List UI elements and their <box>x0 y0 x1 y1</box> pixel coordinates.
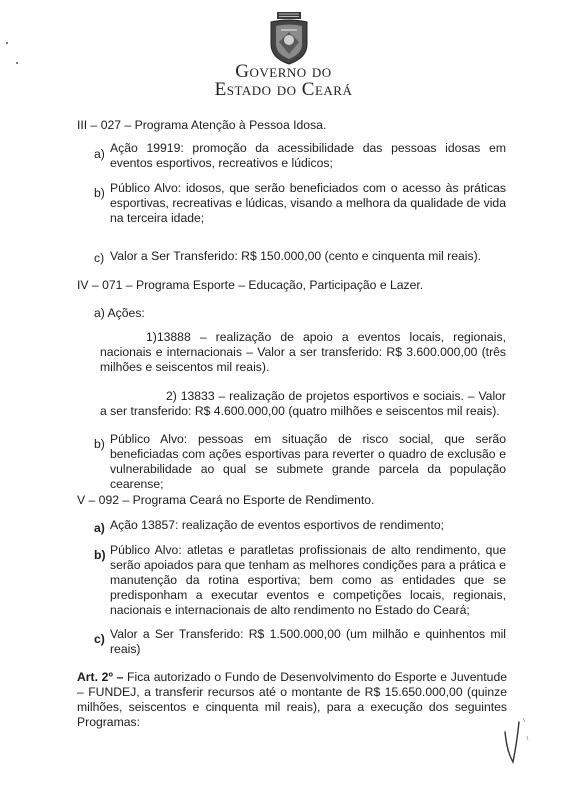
section-iv-b-text: Público Alvo: pessoas em situação de risco social, que serão beneficiadas com ações esportivas para reverter o quadro de exclusão e vulnerabilidade ao qual se submete grande parcela da população cearense; <box>110 432 506 491</box>
government-header-line2: Estado do Ceará <box>214 79 353 100</box>
section-iii-a-label: a) <box>94 147 105 161</box>
section-iv-heading: IV – 071 – Programa Esporte – Educação, Participação e Lazer. <box>77 278 424 292</box>
article-2-label: Art. 2º – <box>77 670 124 684</box>
section-iv-action-13888: 1)13888 – realização de apoio a eventos locais, regionais, nacionais e internacionais – Valor a ser transferido: R$ 3.600.000,00 (três milhões e seiscentos mil reais). <box>100 330 506 374</box>
section-iii-b-label: b) <box>94 186 105 200</box>
article-2-paragraph <box>77 670 507 730</box>
section-iv-b-label: b) <box>94 437 105 451</box>
state-coat-of-arms-icon <box>265 10 313 66</box>
section-v-heading: V – 092 – Programa Ceará no Esporte de Rendimento. <box>77 493 375 507</box>
section-v-c-label: c) <box>94 632 105 646</box>
section-iv-action-13833: 2) 13833 – realização de projetos esportivos e sociais. – Valor a ser transferido: R$ 4.600.000,00 (quatro milhões e seiscentos mil reais). <box>100 389 506 418</box>
government-header-line1: Governo do <box>235 61 332 82</box>
section-v-c-text: Valor a Ser Transferido: R$ 1.500.000,00 (um milhão e quinhentos mil reais) <box>110 627 506 656</box>
section-v-a-text: Ação 13857: realização de eventos esportivos de rendimento; <box>110 518 445 532</box>
section-iii-c-text: Valor a Ser Transferido: R$ 150.000,00 (cento e cinquenta mil reais). <box>110 249 482 263</box>
scan-speck <box>6 42 8 44</box>
scan-speck <box>16 62 18 64</box>
section-v-b-label: b) <box>94 548 106 562</box>
section-iii-heading: III – 027 – Programa Atenção à Pessoa Idosa. <box>77 118 327 132</box>
section-iv-a-actions: a) Ações: <box>94 306 145 320</box>
section-v-a-label: a) <box>94 521 105 535</box>
handwritten-initial-mark <box>497 712 537 772</box>
section-iii-b-text: Público Alvo: idosos, que serão beneficiados com o acesso às práticas esportivas, recreativas e lúdicas, visando a melhora da qualidade de vida na terceira idade; <box>110 181 506 225</box>
section-iii-c-label: c) <box>94 251 105 265</box>
article-2-text: Fica autorizado o Fundo de Desenvolvimento do Esporte e Juventude – FUNDEJ, a transferir recursos até o montante de R$ 15.650.000,00 (quinze milhões, seiscentos e cinquenta mil reais), para a execução dos seguintes Programas: <box>77 670 508 729</box>
section-v-b-text: Público Alvo: atletas e paratletas profissionais de alto rendimento, que serão apoiados para que tenham as melhores condições para a prática e manutenção da rotina esportiva; bem como as entidades que se predisponham a executar eventos e competições locais, regionais, nacionais e internacionais de alto rendimento no Estado do Ceará; <box>110 543 506 617</box>
section-iii-a-text: Ação 19919: promoção da acessibilidade das pessoas idosas em eventos esportivos, recreativos e lúdicos; <box>110 141 506 170</box>
